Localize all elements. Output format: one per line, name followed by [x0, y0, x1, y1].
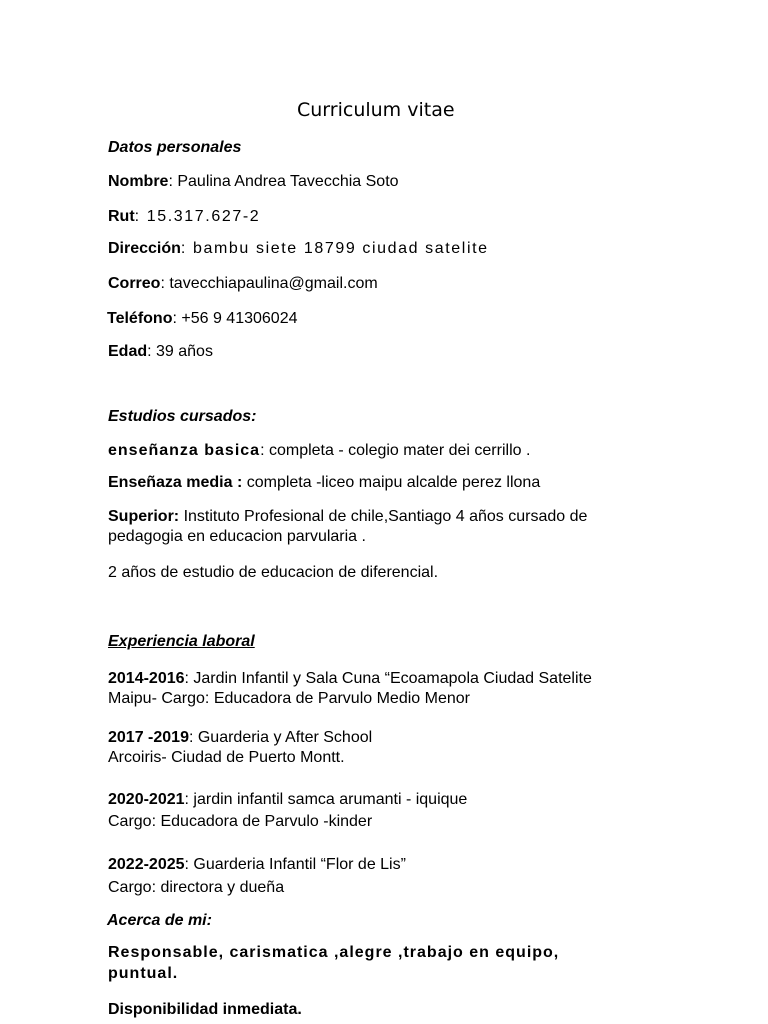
- job-detail-2: Arcoiris- Ciudad de Puerto Montt.: [108, 749, 345, 766]
- availability-line: Disponibilidad inmediata.: [108, 1001, 302, 1018]
- media-line: [108, 473, 540, 493]
- job-desc-4: : Guarderia Infantil “Flor de Lis”: [184, 856, 406, 873]
- job-desc-3: : jardin infantil samca arumanti - iquique: [184, 791, 468, 808]
- superior-value-2: pedagogia en educacion parvularia .: [108, 528, 366, 545]
- rut-label: Rut: [108, 208, 135, 225]
- job-detail-3: Cargo: Educadora de Parvulo -kinder: [108, 813, 373, 830]
- job-years-1: 2014-2016: [108, 670, 185, 687]
- direccion-value: : bambu siete 18799 ciudad satelite: [180, 240, 489, 257]
- basica-value: : completa - colegio mater dei cerrillo .: [260, 442, 531, 459]
- correo-value: : tavecchiapaulina@gmail.com: [160, 275, 378, 292]
- about-line-2: puntual.: [108, 965, 179, 982]
- media-label: Enseñaza media :: [108, 474, 243, 491]
- edad-line: [108, 342, 213, 362]
- direccion-line: [108, 239, 489, 259]
- superior-value-1: Instituto Profesional de chile,Santiago 4 años cursado de: [179, 508, 588, 525]
- basica-line: [108, 441, 530, 461]
- job-line-2: [108, 728, 372, 748]
- page-title: Curriculum vitae: [297, 99, 455, 121]
- job-desc-1: : Jardin Infantil y Sala Cuna “Ecoamapola Ciudad Satelite: [184, 670, 592, 687]
- job-line-4: [108, 855, 406, 875]
- job-detail-4: Cargo: directora y dueña: [108, 879, 285, 896]
- edad-value: : 39 años: [147, 343, 213, 360]
- studies-heading: Estudios cursados:: [108, 408, 257, 425]
- diferencial-line: 2 años de estudio de educacion de diferencial.: [108, 564, 439, 581]
- media-value: completa -liceo maipu alcalde perez llona: [242, 474, 541, 491]
- nombre-line: [108, 172, 399, 192]
- rut-value: : 15.317.627-2: [134, 208, 261, 225]
- telefono-line: [107, 309, 298, 329]
- direccion-label: Dirección: [108, 240, 181, 257]
- job-line-3: [108, 790, 467, 810]
- rut-line: [108, 207, 260, 227]
- superior-label: Superior:: [108, 508, 180, 525]
- job-years-2: 2017 -2019: [108, 729, 189, 746]
- nombre-value: : Paulina Andrea Tavecchia Soto: [168, 173, 399, 190]
- experience-heading: Experiencia laboral: [108, 633, 255, 650]
- job-detail-1: Maipu- Cargo: Educadora de Parvulo Medio Menor: [108, 690, 470, 707]
- basica-label: enseñanza basica: [108, 442, 261, 459]
- job-years-3: 2020-2021: [108, 791, 185, 808]
- correo-label: Correo: [108, 275, 161, 292]
- telefono-value: : +56 9 41306024: [172, 310, 298, 327]
- about-heading: Acerca de mi:: [107, 912, 212, 929]
- edad-label: Edad: [108, 343, 148, 360]
- superior-line: [108, 507, 587, 527]
- about-line-1: Responsable, carismatica ,alegre ,trabajo en equipo,: [108, 944, 560, 961]
- personal-heading: Datos personales: [108, 139, 242, 156]
- nombre-label: Nombre: [108, 173, 169, 190]
- job-line-1: [108, 669, 592, 689]
- correo-line: [108, 274, 378, 294]
- job-years-4: 2022-2025: [108, 856, 185, 873]
- job-desc-2: : Guarderia y After School: [188, 729, 373, 746]
- telefono-label: Teléfono: [107, 310, 173, 327]
